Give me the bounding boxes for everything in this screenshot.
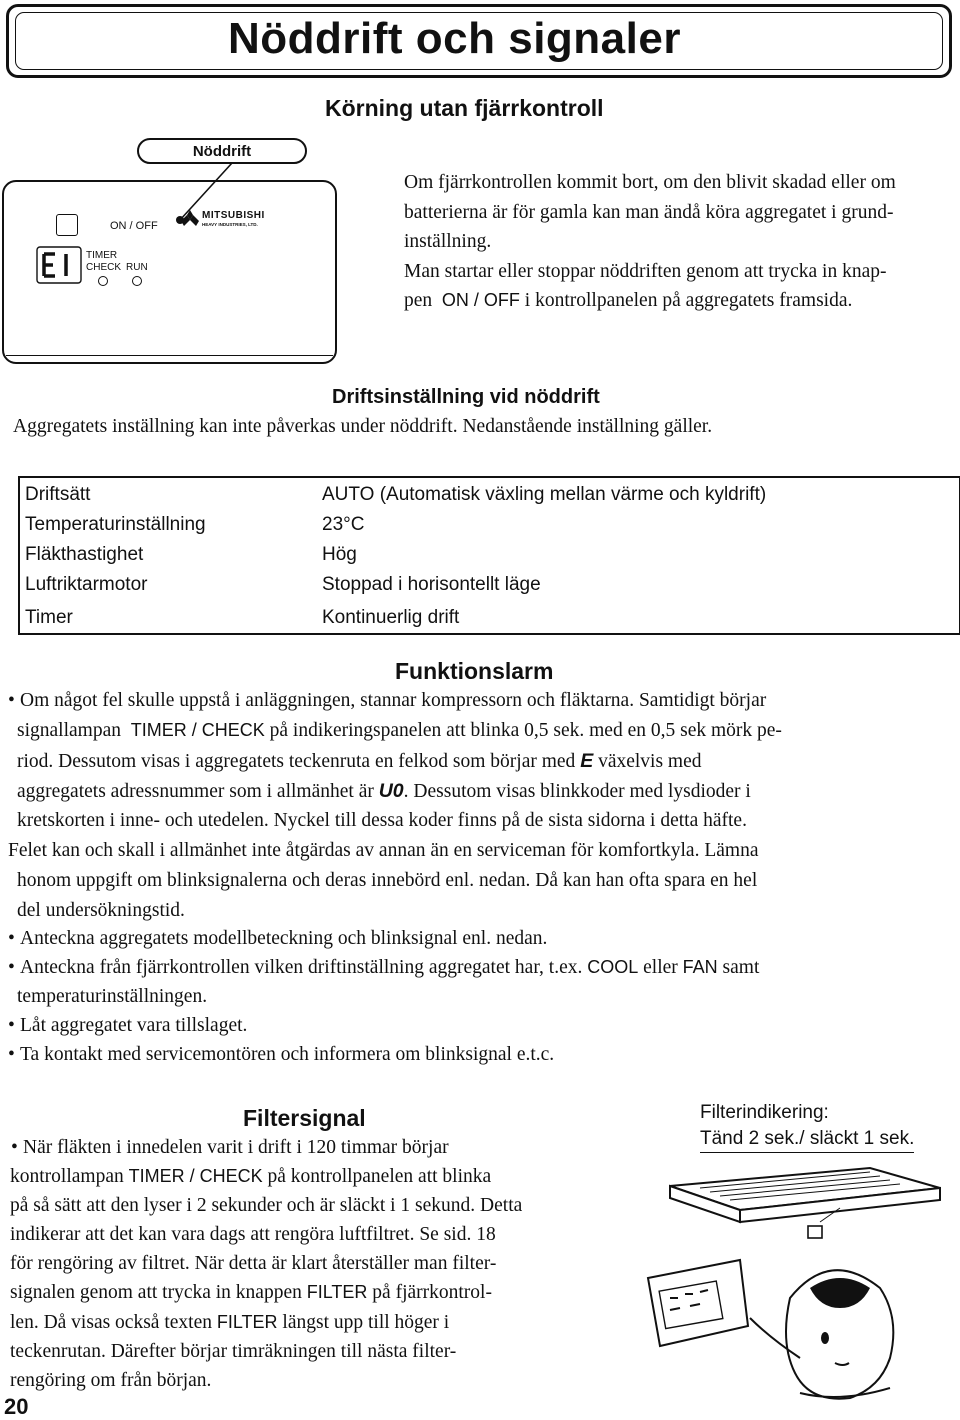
- filter-indicator-title: Filterindikering:: [700, 1102, 829, 1123]
- remote-line-2: batterierna är för gamla kan man ändå köra aggregatet i grund-: [404, 201, 894, 223]
- filter-line: • När fläkten i innedelen varit i drift i 120 timmar börjar: [23, 1137, 449, 1159]
- filter-line: [10, 1166, 491, 1188]
- indoor-unit-icon: [670, 1168, 940, 1238]
- alarm-line: [20, 957, 759, 979]
- emergency-intro: Aggregatets inställning kan inte påverkas under nöddrift. Nedanstående inställning gäller.: [13, 416, 713, 437]
- alarm-text-part: Anteckna från fjärrkontrollen vilken driftinställning aggregatet har, t.ex.: [20, 957, 583, 978]
- row-label: Timer: [25, 607, 73, 628]
- row-value: 23°C: [322, 514, 365, 535]
- alarm-line: • Låt aggregatet vara tillslaget.: [20, 1015, 247, 1037]
- alarm-line: • Ta kontakt med servicemontören och informera om blinksignal e.t.c.: [20, 1044, 554, 1066]
- control-panel-illustration: [2, 180, 337, 364]
- filter-text-part: på kontrollpanelen att blinka: [267, 1166, 492, 1187]
- timer-text: TIMER: [86, 250, 118, 261]
- person-with-remote-illustration: [640, 1158, 958, 1408]
- remote-line-1: Om fjärrkontrollen kommit bort, om den blivit skadad eller om: [404, 172, 896, 193]
- filter-line: på så sätt att den lyser i 2 sekunder och är släckt i 1 sekund. Detta: [10, 1195, 523, 1216]
- alarm-heading: Funktionslarm: [395, 658, 554, 684]
- filter-line: för rengöring av filtret. När detta är klart återställer man filter-: [10, 1253, 497, 1274]
- alarm-line: [17, 780, 751, 803]
- filter-line: indikerar att det kan vara dags att rengöra luftfiltret. Se sid. 18: [10, 1224, 496, 1245]
- alarm-line: kretskorten i inne- och utedelen. Nyckel till dessa koder finns på de sista sidorna i detta häfte.: [17, 810, 747, 831]
- row-label: Driftsätt: [25, 484, 91, 505]
- filter-line: rengöring om från början.: [10, 1370, 212, 1391]
- person-icon: [750, 1270, 893, 1398]
- alarm-line: [17, 750, 702, 773]
- filter-text-part: längst upp till höger i: [282, 1312, 450, 1333]
- alarm-text-part: eller: [643, 957, 678, 978]
- run-text: RUN: [126, 262, 148, 273]
- on-off-text: ON / OFF: [110, 220, 158, 232]
- alarm-line: • Om något fel skulle uppstå i anläggningen, stannar kompressorn och fläktarna. Samtidigt börjar: [20, 690, 766, 712]
- remote-line-5: [404, 286, 960, 316]
- remote-line-5-rest: i kontrollpanelen på aggregatets framsida.: [524, 290, 853, 311]
- row-value: Kontinuerlig drift: [322, 607, 460, 628]
- on-off-button-square: [56, 214, 78, 236]
- display-e1-icon: [36, 246, 82, 284]
- timer-check-inline: TIMER / CHECK: [128, 1166, 263, 1186]
- noddrift-label: Nöddrift: [137, 138, 307, 164]
- filter-heading: Filtersignal: [243, 1105, 366, 1131]
- filter-inline: FILTER: [216, 1312, 278, 1332]
- filter-line: [10, 1312, 449, 1334]
- alarm-line: [17, 720, 782, 742]
- on-off-inline: ON / OFF: [441, 290, 520, 310]
- alarm-text-part: på indikeringspanelen att blinka 0,5 sek. med en 0,5 sek mörk pe-: [269, 720, 782, 741]
- row-value: AUTO (Automatisk växling mellan värme och kyldrift): [322, 484, 767, 505]
- alarm-line: temperaturinställningen.: [17, 986, 208, 1007]
- alarm-line: • Anteckna aggregatets modellbeteckning och blinksignal enl. nedan.: [20, 928, 547, 950]
- filter-line: [10, 1282, 492, 1304]
- filter-line: teckenrutan. Därefter börjar timräkningen till nästa filter-: [10, 1341, 457, 1362]
- filter-text-part: på fjärrkontrol-: [372, 1282, 492, 1303]
- alarm-text-part: signallampan: [17, 720, 121, 741]
- remote-control-icon: [648, 1260, 748, 1346]
- alarm-line: Felet kan och skall i allmänhet inte åtgärdas av annan än en serviceman för komfortkyla. Lämna: [8, 840, 759, 861]
- filter-inline: FILTER: [306, 1282, 368, 1302]
- remote-line-3: inställning.: [404, 231, 492, 252]
- pen-text: pen: [404, 290, 433, 311]
- remote-description: [404, 168, 960, 316]
- page-number: 20: [4, 1394, 29, 1419]
- filter-text-part: kontrollampan: [10, 1166, 124, 1187]
- fan-inline: FAN: [682, 957, 718, 977]
- row-value: Hög: [322, 544, 357, 565]
- row-label: Fläkthastighet: [25, 544, 144, 565]
- timer-led-icon: [98, 276, 108, 286]
- alarm-text-part: . Dessutom visas blinkkoder med lysdioder i: [403, 781, 751, 802]
- section-heading-remote: Körning utan fjärrkontroll: [325, 95, 604, 121]
- alarm-text-part: växelvis med: [598, 751, 702, 772]
- filter-text-part: len. Då visas också texten: [10, 1312, 212, 1333]
- page-title: Nöddrift och signaler: [228, 14, 681, 63]
- cool-inline: COOL: [587, 957, 639, 977]
- alarm-text-part: riod. Dessutom visas i aggregatets teckenruta en felkod som börjar med: [17, 751, 576, 772]
- row-value: Stoppad i horisontellt läge: [322, 574, 541, 595]
- brand-text: MITSUBISHI: [202, 210, 265, 221]
- alarm-line: honom uppgift om blinksignalerna och deras innebörd enl. nedan. Då kan han ofta spara en hel: [17, 870, 758, 891]
- error-code-e: E: [580, 750, 594, 772]
- filter-indicator-text: Tänd 2 sek./ släckt 1 sek.: [700, 1128, 914, 1153]
- alarm-line: del undersökningstid.: [17, 900, 185, 921]
- remote-line-4: Man startar eller stoppar nöddriften genom att trycka in knap-: [404, 260, 887, 282]
- address-code-u0: U0: [378, 780, 404, 802]
- settings-table: [18, 476, 960, 635]
- mitsubishi-logo-icon: [180, 210, 200, 228]
- row-label: Temperaturinställning: [25, 514, 206, 535]
- timer-check-inline: TIMER / CHECK: [130, 720, 265, 740]
- row-label: Luftriktarmotor: [25, 574, 148, 595]
- emergency-heading: Driftsinställning vid nöddrift: [332, 386, 600, 408]
- alarm-text-part: samt: [722, 957, 760, 978]
- filter-text-part: signalen genom att trycka in knappen: [10, 1282, 302, 1303]
- run-led-icon: [132, 276, 142, 286]
- brand-subtext: HEAVY INDUSTRIES, LTD.: [202, 222, 258, 227]
- alarm-text-part: aggregatets adressnummer som i allmänhet är: [17, 781, 374, 802]
- check-text: CHECK: [86, 262, 122, 273]
